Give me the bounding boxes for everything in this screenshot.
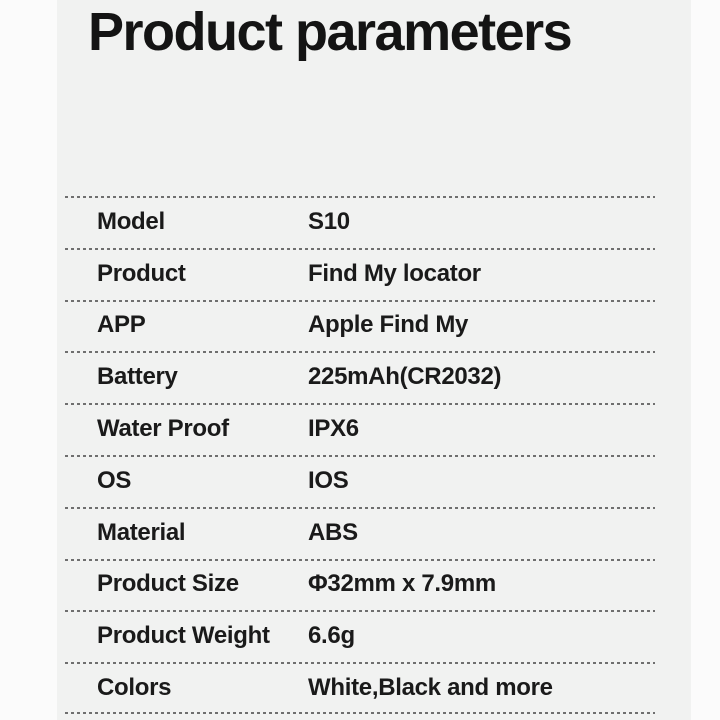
spec-value: Φ32mm x 7.9mm bbox=[308, 570, 496, 598]
spec-label: Product Size bbox=[97, 570, 239, 598]
spec-row-product-size bbox=[65, 559, 655, 611]
spec-value: 6.6g bbox=[308, 622, 355, 650]
spec-row-os bbox=[65, 455, 655, 507]
spec-row-material bbox=[65, 507, 655, 559]
spec-row-colors bbox=[65, 662, 655, 714]
spec-row-product-weight bbox=[65, 610, 655, 662]
spec-label: APP bbox=[97, 311, 146, 339]
spec-value: Apple Find My bbox=[308, 311, 469, 339]
spec-value: White,Black and more bbox=[308, 674, 553, 702]
spec-row-product bbox=[65, 248, 655, 300]
spec-value: ABS bbox=[308, 518, 358, 546]
spec-label: Model bbox=[97, 207, 165, 235]
spec-value: IOS bbox=[308, 466, 349, 494]
spec-row-battery bbox=[65, 351, 655, 403]
spec-value: 225mAh(CR2032) bbox=[308, 363, 502, 391]
spec-label: Battery bbox=[97, 363, 178, 391]
spec-label: Product bbox=[97, 259, 186, 287]
spec-row-app bbox=[65, 300, 655, 352]
spec-value: Find My locator bbox=[308, 259, 481, 287]
page-title: Product parameters bbox=[88, 2, 572, 62]
spec-label: Colors bbox=[97, 674, 172, 702]
spec-row-model bbox=[65, 196, 655, 248]
spec-table bbox=[65, 196, 655, 714]
spec-label: OS bbox=[97, 466, 132, 494]
spec-label: Water Proof bbox=[97, 415, 229, 443]
spec-sheet-panel bbox=[57, 0, 691, 720]
spec-value: S10 bbox=[308, 207, 350, 235]
spec-label: Product Weight bbox=[97, 622, 270, 650]
spec-value: IPX6 bbox=[308, 415, 359, 443]
spec-row-water-proof bbox=[65, 403, 655, 455]
spec-label: Material bbox=[97, 518, 186, 546]
